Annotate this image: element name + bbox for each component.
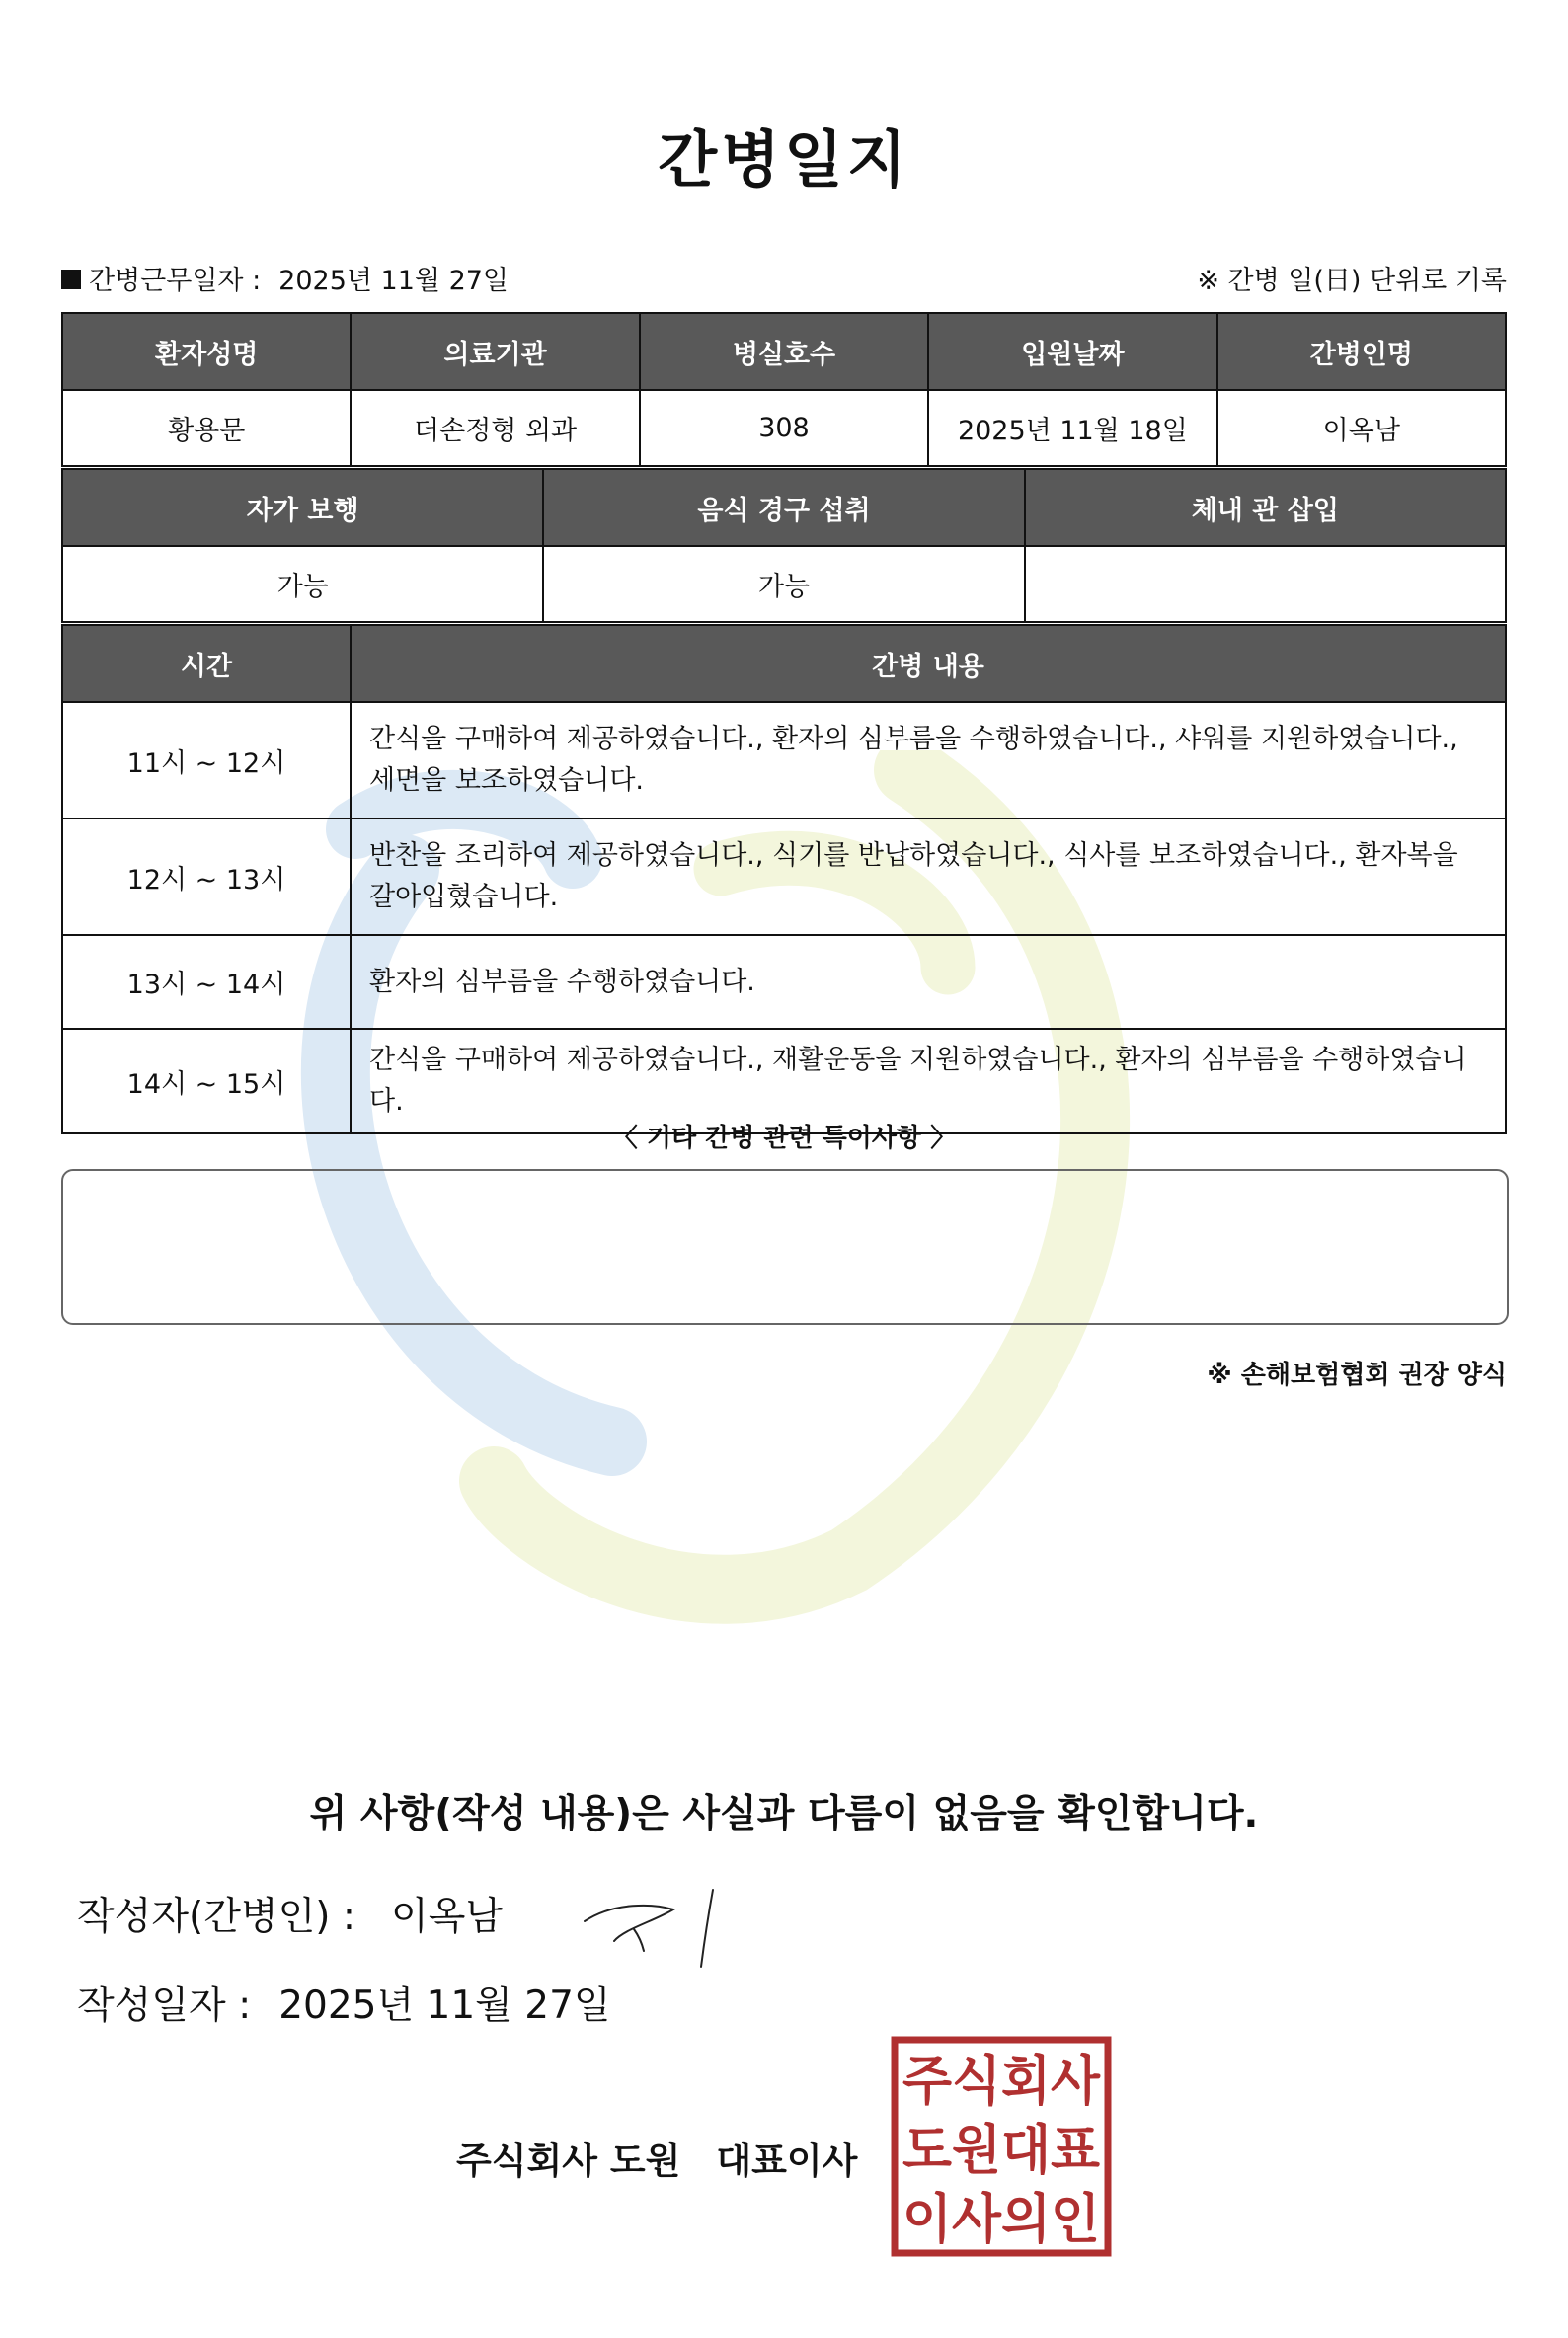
- company-representative-title: 대표이사: [716, 2140, 858, 2182]
- care-content: 환자의 심부름을 수행하였습니다.: [351, 935, 1506, 1029]
- work-date: [61, 259, 509, 297]
- written-date-line: [77, 1975, 611, 2030]
- header-oral-intake: 음식 경구 섭취: [543, 469, 1024, 546]
- record-unit-note: ※ 간병 일(日) 단위로 기록: [1197, 266, 1507, 296]
- table-row: [62, 390, 1506, 466]
- work-date-value: 2025년 11월 27일: [278, 266, 510, 296]
- table-row: [62, 818, 1506, 935]
- hospital: 더손정형 외과: [351, 390, 639, 466]
- care-content: 간식을 구매하여 제공하였습니다., 재활운동을 지원하였습니다., 환자의 심부름을 수행하였습니다.: [351, 1029, 1506, 1133]
- author-label: 작성자(간병인) :: [77, 1895, 356, 1939]
- header-time: 시간: [62, 625, 351, 702]
- company-name: 주식회사 도원: [456, 2140, 681, 2182]
- self-walking-value: 가능: [62, 546, 543, 622]
- care-time: 11시 ~ 12시: [62, 702, 351, 818]
- room-number: 308: [640, 390, 928, 466]
- care-time: 14시 ~ 15시: [62, 1029, 351, 1133]
- care-time: 13시 ~ 14시: [62, 935, 351, 1029]
- written-date-label: 작성일자 :: [77, 1984, 252, 2028]
- svg-text:주식회사: 주식회사: [902, 2050, 1101, 2112]
- admission-date: 2025년 11월 18일: [928, 390, 1216, 466]
- caregiver-name: 이옥남: [1217, 390, 1506, 466]
- header-admission-date: 입원날짜: [928, 313, 1216, 390]
- square-bullet-icon: [61, 270, 81, 289]
- table-row: [62, 702, 1506, 818]
- header-room-number: 병실호수: [640, 313, 928, 390]
- header-care-content: 간병 내용: [351, 625, 1506, 702]
- table-row: [62, 546, 1506, 622]
- confirmation-statement: 위 사항(작성 내용)은 사실과 다름이 없음을 확인합니다.: [309, 1792, 1259, 1836]
- patient-info-table: [61, 312, 1507, 467]
- table-header-row: [62, 469, 1506, 546]
- patient-name: 황용문: [62, 390, 351, 466]
- notes-title: 〈 기타 간병 관련 특이사항 〉: [611, 1124, 957, 1153]
- care-content: 반찬을 조리하여 제공하였습니다., 식기를 반납하였습니다., 식사를 보조하였습니다., 환자복을 갈아입혔습니다.: [351, 818, 1506, 935]
- care-content: 간식을 구매하여 제공하였습니다., 환자의 심부름을 수행하였습니다., 샤워를 지원하였습니다., 세면을 보조하였습니다.: [351, 702, 1506, 818]
- form-recommendation-note: ※ 손해보험협회 권장 양식: [1207, 1361, 1507, 1390]
- work-date-label: 간병근무일자 :: [89, 266, 262, 296]
- special-notes-box: [61, 1169, 1509, 1325]
- svg-text:이사의인: 이사의인: [902, 2188, 1100, 2250]
- written-date-value: 2025년 11월 27일: [278, 1984, 611, 2028]
- table-row: [62, 935, 1506, 1029]
- handwritten-signature: [565, 1882, 762, 1971]
- header-hospital: 의료기관: [351, 313, 639, 390]
- care-log-table: [61, 624, 1507, 1134]
- author-name: 이옥남: [391, 1895, 504, 1939]
- header-patient-name: 환자성명: [62, 313, 351, 390]
- header-tube-insertion: 체내 관 삽입: [1025, 469, 1506, 546]
- oral-intake-value: 가능: [543, 546, 1024, 622]
- company-signature: [456, 2131, 857, 2184]
- company-seal-stamp: [891, 2036, 1112, 2257]
- document-title: 간병일지: [658, 123, 910, 195]
- author-line: [77, 1886, 503, 1941]
- table-header-row: [62, 313, 1506, 390]
- patient-status-table: [61, 468, 1507, 623]
- header-self-walking: 자가 보행: [62, 469, 543, 546]
- table-header-row: [62, 625, 1506, 702]
- tube-insertion-value: [1025, 546, 1506, 622]
- meta-row: [61, 259, 1507, 298]
- care-time: 12시 ~ 13시: [62, 818, 351, 935]
- svg-text:도원대표: 도원대표: [902, 2119, 1100, 2181]
- header-caregiver-name: 간병인명: [1217, 313, 1506, 390]
